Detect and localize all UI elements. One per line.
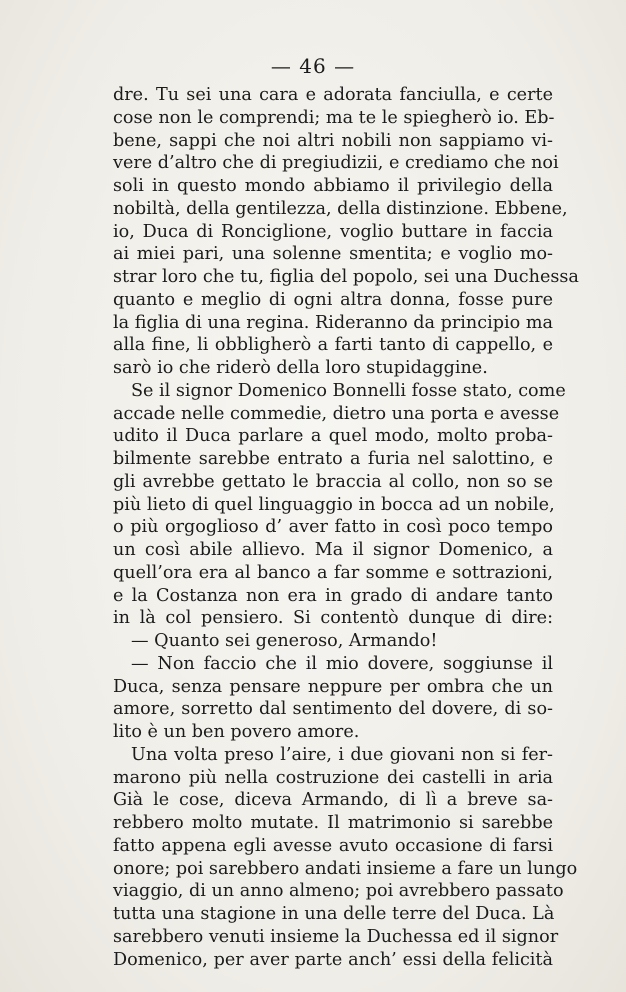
text-line: Se il signor Domenico Bonnelli fosse stato, come (131, 380, 566, 401)
text-line: e la Costanza non era in grado di andare tanto (113, 585, 553, 606)
text-line: o più orgoglioso d’ aver fatto in così poco tempo (113, 517, 553, 538)
text-line: amore, sorretto dal sentimento del dovere, di so- (113, 699, 553, 720)
text-line: in là col pensiero. Si contentò dunque di dire: (113, 608, 553, 629)
text-line: gli avrebbe gettato le braccia al collo, non so se (113, 471, 553, 492)
text-line: lito è un ben povero amore. (113, 722, 360, 742)
text-line: soli in questo mondo abbiamo il privilegio della (113, 176, 553, 196)
text-line: cose non le comprendi; ma te le spiegherò io. Eb- (113, 107, 555, 128)
text-line: quanto e meglio di ogni altra donna, fosse pure (113, 289, 553, 310)
text-line: strar loro che tu, figlia del popolo, sei una Duchessa (113, 267, 579, 287)
text-line: viaggio, di un anno almeno; poi avrebbero passato (113, 881, 564, 902)
text-line: accade nelle commedie, dietro una porta e avesse (113, 403, 560, 424)
text-line: quell’ora era al banco a far somme e sottrazioni, (113, 562, 553, 583)
text-line: vere d’altro che di pregiudizii, e crediamo che noi (113, 153, 559, 174)
text-line: alla fine, li obbligherò a farti tanto di cappello, e (113, 335, 553, 356)
text-line: un così abile allievo. Ma il signor Domenico, a (113, 540, 553, 560)
text-line: io, Duca di Ronciglione, voglio buttare in faccia (113, 221, 553, 242)
text-line: Già le cose, diceva Armando, di lì a breve sa- (113, 790, 553, 811)
text-line: sarò io che riderò della loro stupidaggine. (113, 358, 488, 378)
page-number: — 46 — (270, 54, 356, 78)
text-line: Domenico, per aver parte anch’ essi della felicità (113, 949, 553, 970)
text-line: udito il Duca parlare a quel modo, molto proba- (113, 426, 553, 447)
text-line: — Non faccio che il mio dovere, soggiunse il (131, 653, 553, 674)
text-line: marono più nella costruzione dei castelli in aria (113, 767, 553, 788)
text-line: Una volta preso l’aire, i due giovani non si fer- (131, 744, 553, 765)
text-line: fatto appena egli avesse avuto occasione di farsi (113, 835, 553, 856)
text-line: Duca, senza pensare neppure per ombra che un (113, 676, 553, 697)
text-line: la figlia di una regina. Rideranno da principio ma (113, 312, 553, 333)
text-line: — Quanto sei generoso, Armando! (131, 631, 438, 651)
text-line: sarebbero venuti insieme la Duchessa ed il signor (113, 926, 559, 947)
text-line: rebbero molto mutate. Il matrimonio si sarebbe (113, 813, 553, 833)
text-line: bilmente sarebbe entrato a furia nel salottino, e (113, 449, 553, 469)
text-line: dre. Tu sei una cara e adorata fanciulla, e certe (113, 85, 553, 105)
body-text (113, 84, 579, 971)
text-line: onore; poi sarebbero andati insieme a fare un lungo (113, 858, 578, 879)
text-line: più lieto di quel linguaggio in bocca ad un nobile, (113, 494, 555, 515)
text-line: tutta una stagione in una delle terre del Duca. Là (113, 904, 555, 924)
text-line: nobiltà, della gentilezza, della distinzione. Ebbene, (113, 198, 568, 219)
text-line: bene, sappi che noi altri nobili non sappiamo vi- (113, 130, 553, 151)
text-line: ai miei pari, una solenne smentita; e voglio mo- (113, 244, 553, 265)
